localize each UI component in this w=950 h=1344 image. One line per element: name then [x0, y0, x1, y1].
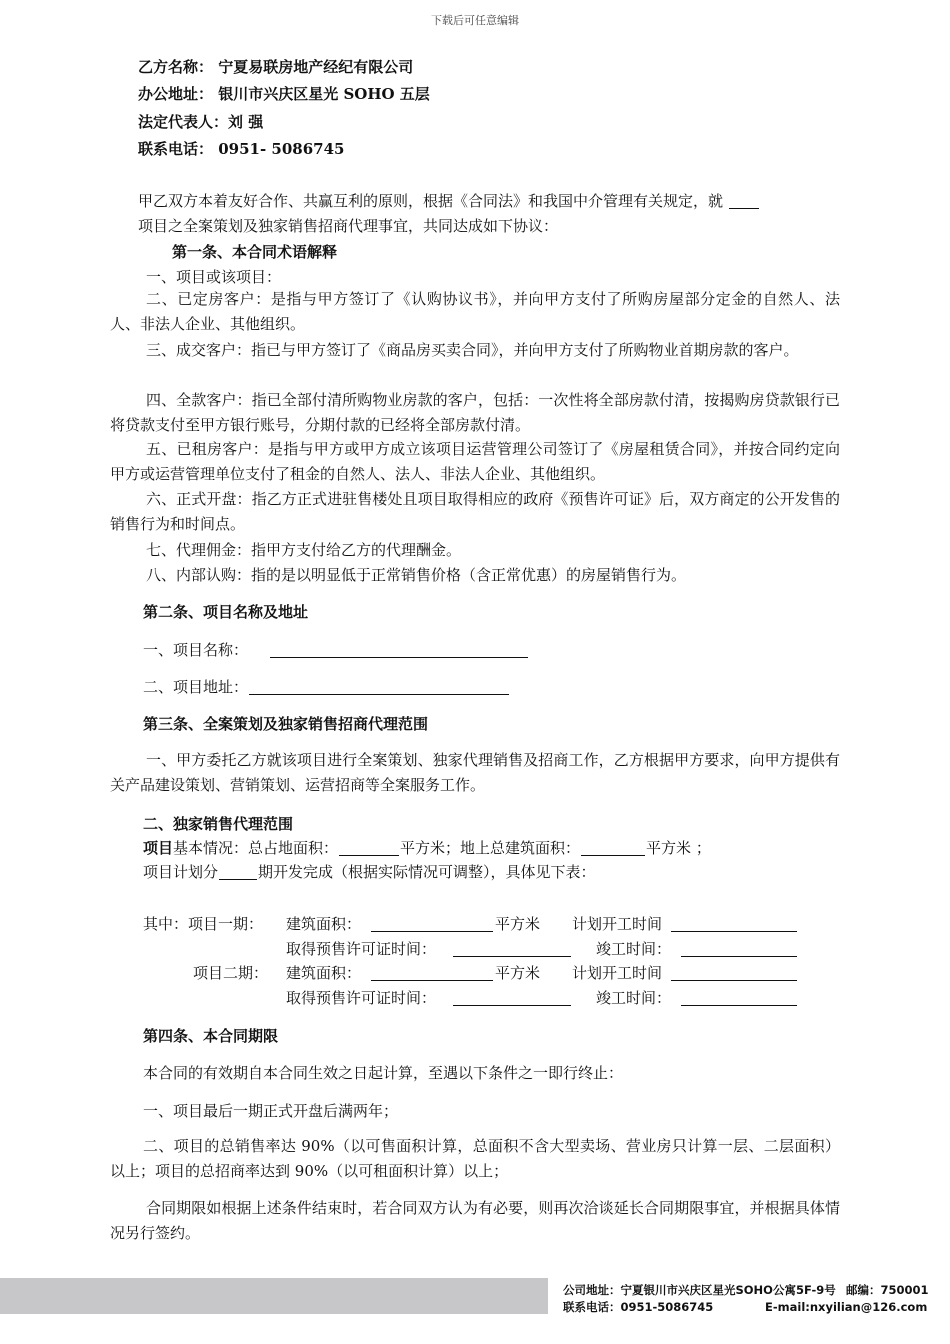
phase-count-field[interactable]: [219, 863, 257, 880]
phase-2-complete-label: 竣工时间：: [596, 989, 672, 1007]
phase-1-area-label: 建筑面积：: [286, 915, 362, 933]
phase-1-start-field[interactable]: [671, 914, 797, 932]
article-1-term-2: 二、已定房客户：是指与甲方签订了《认购协议书》，并向甲方支付了所购房屋部分定金的自然人、法人、非法人企业、其他组织。: [110, 290, 840, 333]
article-1-term-8: 八、内部认购：指的是以明显低于正常销售价格（含正常优惠）的房屋销售行为。: [146, 566, 687, 584]
phase-2-label: 项目二期：: [193, 964, 269, 982]
total-building-area-label: 平方米；地上总建筑面积：: [400, 839, 581, 857]
article-1-title: 第一条、本合同术语解释: [172, 243, 338, 261]
phase-2-area-label: 建筑面积：: [286, 964, 362, 982]
phase-2-start-field[interactable]: [671, 963, 797, 981]
phase-1-start-label: 计划开工时间: [572, 915, 663, 933]
article-1-term-6: 六、正式开盘：指乙方正式进驻售楼处且项目取得相应的政府《预售许可证》后，双方商定的公开发售的销售行为和时间点。: [110, 490, 840, 533]
article-3-sub-title: 二、独家销售代理范围: [143, 815, 294, 833]
total-building-area-unit: 平方米 ；: [646, 839, 711, 857]
article-1-term-4: 四、全款客户：指已全部付清所购物业房款的客户，包括：一次性将全部房款付清，按揭购房贷款银行已将贷款支付至甲方银行账号，分期付款的已经将全部房款付清。: [110, 391, 840, 434]
article-4-para-2: 一、项目最后一期正式开盘后满两年；: [143, 1102, 399, 1120]
intro-line-1: [138, 191, 868, 211]
total-land-area-label: 基本情况：总占地面积：: [173, 839, 339, 857]
article-4-title: 第四条、本合同期限: [143, 1027, 279, 1045]
footer-address: 公司地址：宁夏银川市兴庆区星光SOHO公寓5F-9号: [563, 1283, 836, 1297]
article-4-para-4: 合同期限如根据上述条件结束时，若合同双方认为有必要，则再次洽谈延长合同期限事宜，并根据具体情况另行签约。: [110, 1199, 840, 1242]
article-3-para-1: 一、甲方委托乙方就该项目进行全案策划、独家代理销售及招商工作，乙方根据甲方要求，向甲方提供有关产品建设策划、营销策划、运营招商等全案服务工作。: [110, 751, 840, 794]
article-3-title: 第三条、全案策划及独家销售招商代理范围: [143, 715, 429, 733]
page-header-note: 下载后可任意编辑: [431, 14, 519, 27]
project-basic-bold: 项目: [143, 839, 174, 857]
footer-bar: [0, 1278, 548, 1314]
phase-1-permit-field[interactable]: [453, 939, 571, 957]
article-2-title: 第二条、项目名称及地址: [143, 603, 309, 621]
party-b-name: 乙方名称： 宁夏易联房地产经纪有限公司: [138, 58, 414, 76]
plan-label-a: 项目计划分: [143, 863, 219, 881]
party-b-phone: 联系电话： 0951- 5086745: [138, 140, 345, 158]
phase-1-complete-field[interactable]: [681, 939, 797, 957]
project-name-field[interactable]: [270, 641, 528, 658]
footer-email: E-mail:nxyilian@126.com: [765, 1300, 928, 1314]
party-b-address: 办公地址： 银川市兴庆区星光 SOHO 五层: [138, 85, 430, 103]
article-1-term-7: 七、代理佣金：指甲方支付给乙方的代理酬金。: [146, 541, 462, 559]
plan-label-b: 期开发完成（根据实际情况可调整），具体见下表：: [258, 863, 596, 881]
project-plan-row: [143, 862, 873, 882]
phase-2-complete-field[interactable]: [681, 988, 797, 1006]
phase-1-complete-label: 竣工时间：: [596, 940, 672, 958]
article-4-para-1: 本合同的有效期自本合同生效之日起计算，至遇以下条件之一即行终止：: [143, 1064, 624, 1082]
intro-text-a: 甲乙双方本着友好合作、共赢互利的原则，根据《合同法》和我国中介管理有关规定，就: [138, 192, 728, 210]
party-b-representative: 法定代表人：刘 强: [138, 113, 264, 131]
footer-postcode: 邮编：750001: [846, 1283, 929, 1297]
phase-2-permit-field[interactable]: [453, 988, 571, 1006]
phase-1-label: 其中：项目一期：: [143, 915, 264, 933]
phase-2-start-label: 计划开工时间: [572, 964, 663, 982]
project-address-row: [143, 677, 873, 697]
phase-1-permit-label: 取得预售许可证时间：: [286, 940, 437, 958]
article-1-term-3: 三、成交客户：指已与甲方签订了《商品房买卖合同》，并向甲方支付了所购物业首期房款的客户。: [146, 341, 799, 359]
project-name-blank[interactable]: [729, 192, 759, 209]
project-basic-info: [143, 838, 873, 858]
phase-1-sqm: 平方米: [495, 915, 541, 933]
article-1-term-5: 五、已租房客户：是指与甲方或甲方成立该项目运营管理公司签订了《房屋租赁合同》，并按合同约定向甲方或运营管理单位支付了租金的自然人、法人、非法人企业、其他组织。: [110, 440, 840, 483]
phase-2-sqm: 平方米: [495, 964, 541, 982]
phase-2-permit-label: 取得预售许可证时间：: [286, 989, 437, 1007]
total-land-area-field[interactable]: [339, 839, 399, 856]
intro-line-2: 项目之全案策划及独家销售招商代理事宜，共同达成如下协议：: [138, 217, 559, 235]
phase-1-area-field[interactable]: [371, 914, 493, 932]
phase-2-area-field[interactable]: [371, 963, 493, 981]
project-name-label: 一、项目名称：: [143, 641, 249, 659]
project-name-row: [143, 640, 873, 660]
footer-phone: 联系电话：0951-5086745: [563, 1300, 714, 1314]
project-address-label: 二、项目地址：: [143, 678, 249, 696]
article-1-term-1: 一、项目或该项目：: [146, 268, 282, 286]
total-building-area-field[interactable]: [581, 839, 645, 856]
project-address-field[interactable]: [249, 678, 509, 695]
article-4-para-3: 二、项目的总销售率达 90%（以可售面积计算，总面积不含大型卖场、营业房只计算一层、二层面积）以上；项目的总招商率达到 90%（以可租面积计算）以上；: [110, 1137, 840, 1180]
